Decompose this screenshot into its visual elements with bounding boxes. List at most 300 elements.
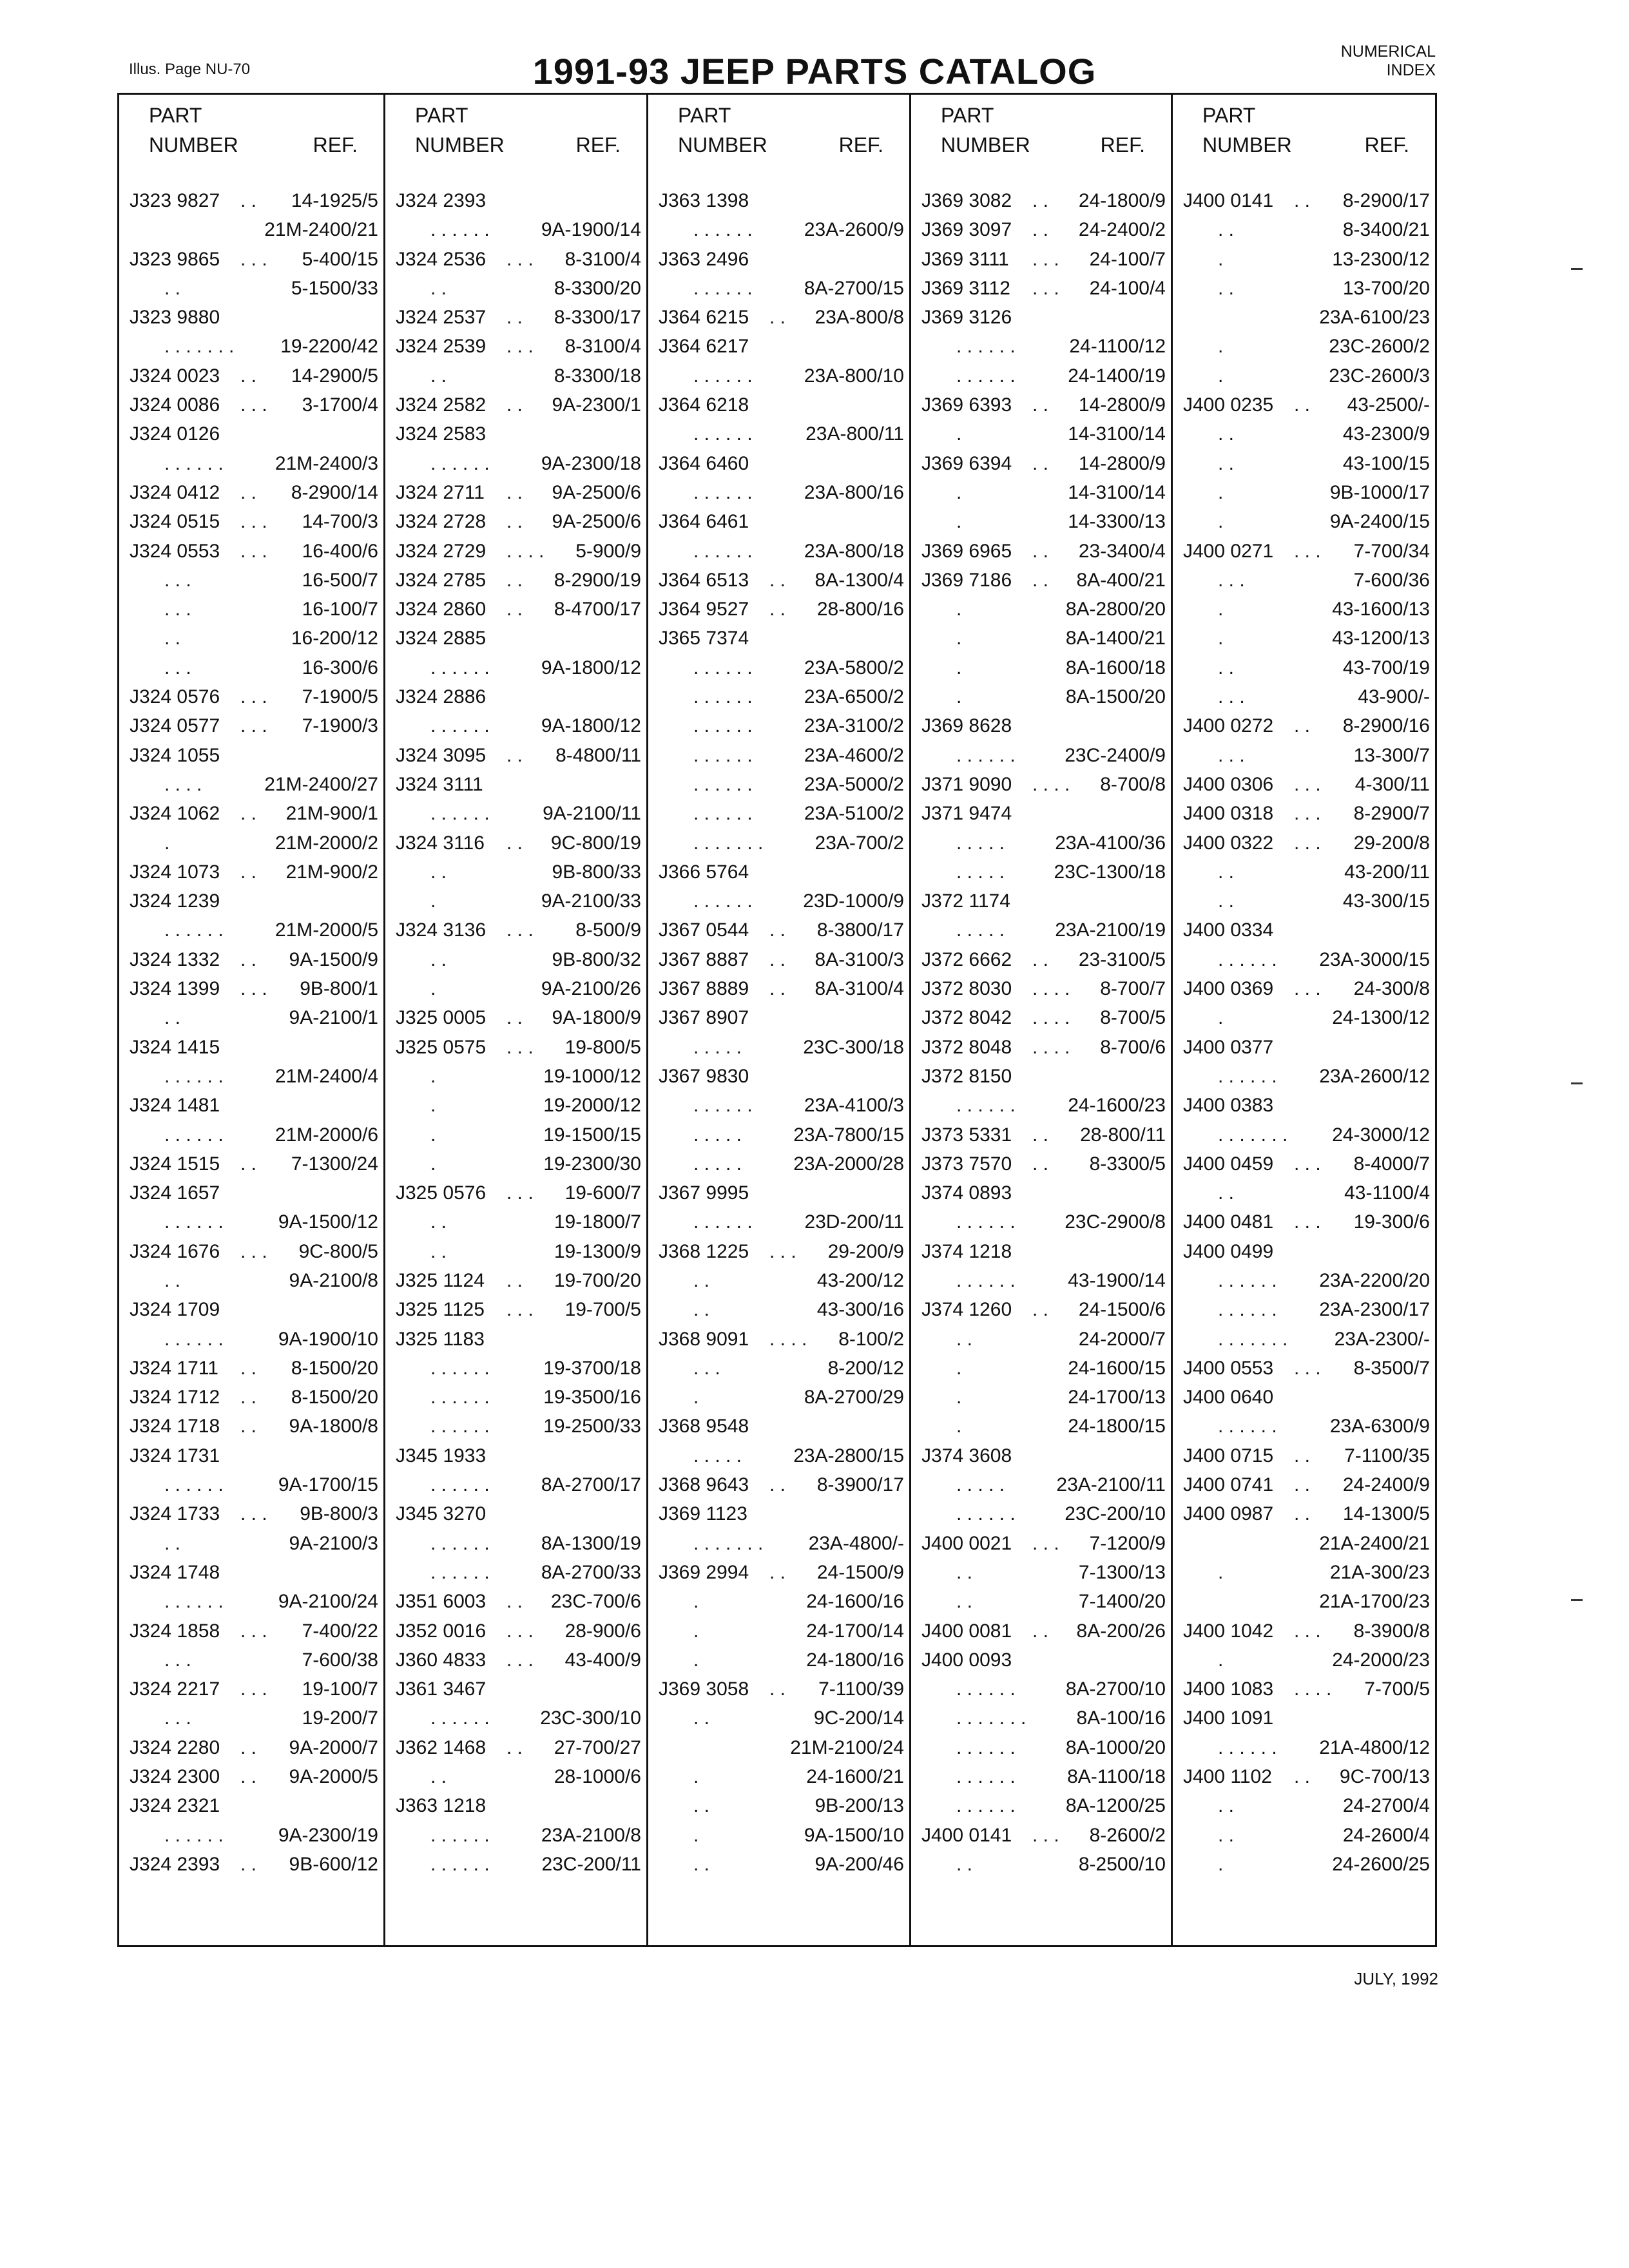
part-number: J400 0640 — [1183, 1387, 1274, 1408]
leader-dots: . . — [240, 481, 257, 503]
ref-code: 7-700/5 — [1364, 1678, 1430, 1700]
index-row — [648, 1559, 909, 1588]
ref-code: 28-800/11 — [1080, 1124, 1166, 1146]
index-row — [385, 917, 646, 946]
ref-code: 21M-2100/24 — [790, 1736, 904, 1758]
leader-dots: . — [956, 511, 962, 533]
index-row — [648, 1735, 909, 1763]
index-row — [385, 392, 646, 421]
ref-code: 21M-2000/6 — [275, 1124, 378, 1146]
leader-dots: . . — [1032, 452, 1049, 474]
ref-code: 23A-800/16 — [804, 481, 904, 503]
leader-dots: . . . . . . — [430, 1707, 490, 1729]
part-number: J323 9865 — [130, 248, 220, 270]
part-number: J372 8030 — [921, 978, 1012, 1000]
leader-dots: . . . . . . — [693, 365, 753, 387]
index-row — [119, 1326, 383, 1355]
index-row — [648, 1267, 909, 1296]
ref-code: 21M-2400/27 — [264, 773, 378, 795]
index-row — [119, 1851, 383, 1880]
ref-code: 8A-100/16 — [1076, 1707, 1166, 1729]
index-row — [648, 859, 909, 888]
part-number: J400 0318 — [1183, 803, 1274, 825]
column-header-part: PART — [941, 104, 994, 127]
ref-code: 24-100/7 — [1089, 248, 1166, 270]
index-row — [648, 363, 909, 392]
index-row — [119, 655, 383, 684]
ref-code: 16-500/7 — [302, 569, 378, 591]
leader-dots: . . . . . . — [956, 744, 1016, 766]
part-number: J325 0005 — [396, 1007, 487, 1029]
leader-dots: . . . — [1218, 686, 1245, 708]
ref-code: 9B-600/12 — [289, 1853, 378, 1875]
part-number: J374 3608 — [921, 1445, 1012, 1466]
ref-code: 21M-900/1 — [285, 803, 378, 825]
index-row — [119, 421, 383, 450]
index-row — [911, 1326, 1171, 1355]
part-number: J373 5331 — [921, 1124, 1012, 1146]
leader-dots: . — [693, 1591, 699, 1613]
part-number: J324 3136 — [396, 919, 487, 941]
leader-dots: . . . . . . — [430, 1561, 490, 1583]
part-number: J369 7186 — [921, 569, 1012, 591]
index-row — [648, 1647, 909, 1676]
index-row — [119, 567, 383, 596]
index-row — [119, 538, 383, 567]
index-row — [648, 392, 909, 421]
part-number: J325 1124 — [396, 1269, 485, 1291]
leader-dots: . — [430, 1124, 436, 1146]
ref-code: 24-1600/23 — [1068, 1095, 1166, 1117]
ref-code: 43-1100/4 — [1344, 1182, 1430, 1204]
leader-dots: . . . . . . — [164, 1065, 224, 1087]
index-row — [648, 1443, 909, 1472]
column-header-number: NUMBER — [941, 133, 1030, 157]
ref-code: 21A-4800/12 — [1319, 1736, 1430, 1758]
part-number: J324 1733 — [130, 1503, 220, 1525]
leader-dots: . . . — [1294, 1620, 1321, 1642]
leader-dots: . . — [430, 861, 447, 883]
index-row — [911, 625, 1171, 654]
ref-code: 8-3400/21 — [1342, 219, 1430, 241]
index-row — [1173, 1588, 1435, 1617]
ref-code: 24-1700/14 — [806, 1620, 904, 1642]
leader-dots: . . . . . . . — [956, 1707, 1027, 1729]
part-number: J400 0334 — [1183, 919, 1274, 941]
index-row — [648, 1588, 909, 1617]
index-row — [385, 1501, 646, 1530]
ref-code: 19-2200/42 — [280, 336, 378, 358]
part-number: J400 0272 — [1183, 715, 1274, 737]
part-number: J367 9830 — [659, 1065, 749, 1087]
index-row — [385, 1151, 646, 1180]
part-number: J400 0093 — [921, 1649, 1012, 1671]
part-number: J324 1858 — [130, 1620, 220, 1642]
ref-code: 23D-1000/9 — [803, 890, 904, 912]
leader-dots: . . . . . . — [430, 1853, 490, 1875]
leader-dots: . . — [769, 599, 786, 620]
ref-code: 23A-4800/- — [808, 1532, 904, 1554]
index-row — [911, 1530, 1171, 1559]
index-row — [1173, 917, 1435, 946]
ref-code: 8-100/2 — [838, 1328, 904, 1350]
leader-dots: . . . . . . . — [1218, 1328, 1288, 1350]
ref-code: 23A-5100/2 — [804, 803, 904, 825]
ref-code: 8A-2800/20 — [1065, 599, 1166, 620]
leader-dots: . . — [1032, 1620, 1049, 1642]
leader-dots: . . . . . . — [693, 219, 753, 241]
ref-code: 5-400/15 — [302, 248, 378, 270]
ref-code: 23A-2100/19 — [1055, 919, 1166, 941]
index-row — [911, 1238, 1171, 1267]
leader-dots: . . — [769, 569, 786, 591]
leader-dots: . . — [506, 1591, 523, 1613]
ref-code: 8A-2700/15 — [804, 277, 904, 299]
index-row — [1173, 596, 1435, 625]
part-number: J324 0515 — [130, 511, 220, 533]
leader-dots: . . . — [164, 1707, 191, 1729]
part-number: J324 0126 — [130, 423, 220, 445]
column-header-ref: REF. — [838, 133, 883, 157]
index-row — [911, 421, 1171, 450]
leader-dots: . . — [769, 1561, 786, 1583]
leader-dots: . . . . . . — [430, 715, 490, 737]
leader-dots: . . . . . . — [693, 890, 753, 912]
index-row — [119, 1705, 383, 1734]
part-number: J369 6965 — [921, 540, 1012, 562]
index-row — [911, 1034, 1171, 1063]
part-number: J325 0575 — [396, 1036, 487, 1058]
index-row — [1173, 1647, 1435, 1676]
column-header — [1173, 95, 1435, 167]
leader-dots: . . . . . . — [693, 657, 753, 678]
index-row — [1173, 830, 1435, 859]
index-row — [385, 713, 646, 742]
part-number: J362 1468 — [396, 1736, 487, 1758]
part-number: J367 9995 — [659, 1182, 749, 1204]
index-row — [119, 1618, 383, 1647]
leader-dots: . . — [1218, 1182, 1235, 1204]
ref-code: 43-200/12 — [816, 1269, 904, 1291]
part-number: J324 2729 — [396, 540, 487, 562]
index-row — [648, 1209, 909, 1238]
leader-dots: . . — [1032, 219, 1049, 241]
index-row — [119, 625, 383, 654]
index-label-line2: INDEX — [1386, 61, 1436, 79]
leader-dots: . . — [240, 1153, 257, 1175]
leader-dots: . . — [1032, 1299, 1049, 1321]
ref-code: 43-1200/13 — [1332, 628, 1430, 649]
leader-dots: . — [956, 1387, 962, 1408]
leader-dots: . . . . . . — [693, 803, 753, 825]
part-number: J400 0322 — [1183, 832, 1274, 854]
index-row — [1173, 275, 1435, 304]
part-number: J324 0086 — [130, 394, 220, 416]
index-row — [1173, 975, 1435, 1004]
index-row — [911, 713, 1171, 742]
index-row — [648, 742, 909, 771]
leader-dots: . — [956, 1416, 962, 1437]
index-row — [1173, 859, 1435, 888]
leader-dots: . . . — [1032, 1532, 1059, 1554]
part-number: J324 2728 — [396, 511, 487, 533]
index-row — [911, 975, 1171, 1004]
ref-code: 9A-2100/33 — [541, 890, 641, 912]
ref-code: 21A-2400/21 — [1319, 1532, 1430, 1554]
index-row — [385, 479, 646, 508]
ref-code: 8-2500/10 — [1078, 1853, 1166, 1875]
part-number: J324 2886 — [396, 686, 487, 708]
leader-dots: . . . . — [1032, 1007, 1070, 1029]
leader-dots: . . . — [1294, 1153, 1321, 1175]
index-row — [119, 304, 383, 333]
index-row — [911, 1092, 1171, 1121]
ref-code: 8-3900/17 — [816, 1474, 904, 1496]
leader-dots: . . — [1218, 1795, 1235, 1817]
index-row — [119, 1559, 383, 1588]
index-row — [648, 275, 909, 304]
part-number: J324 1718 — [130, 1416, 220, 1437]
ref-code: 9A-1500/10 — [804, 1824, 904, 1846]
illus-page-label: Illus. Page NU-70 — [129, 61, 251, 78]
leader-dots: . . — [1294, 715, 1311, 737]
ref-code: 43-100/15 — [1342, 452, 1430, 474]
index-row — [911, 888, 1171, 917]
part-number: J360 4833 — [396, 1649, 487, 1671]
leader-dots: . . . . . . . — [693, 832, 764, 854]
leader-dots: . . — [1218, 861, 1235, 883]
part-number: J400 0383 — [1183, 1095, 1274, 1117]
leader-dots: . . — [164, 1007, 181, 1029]
index-row — [385, 771, 646, 800]
leader-dots: . — [693, 1387, 699, 1408]
index-row — [1173, 1180, 1435, 1209]
ref-code: 8-2900/7 — [1353, 803, 1430, 825]
index-row — [911, 1851, 1171, 1880]
index-row — [385, 1296, 646, 1325]
index-row — [385, 1122, 646, 1151]
ref-code: 14-1300/5 — [1342, 1503, 1430, 1525]
leader-dots: . . . — [240, 248, 267, 270]
part-number: J351 6003 — [396, 1591, 487, 1613]
leader-dots: . . — [506, 307, 523, 329]
ref-code: 8A-2700/10 — [1065, 1678, 1166, 1700]
ref-code: 9A-2100/26 — [541, 978, 641, 1000]
leader-dots: . . . — [506, 248, 534, 270]
ref-code: 23A-6500/2 — [804, 686, 904, 708]
index-row — [385, 1092, 646, 1121]
ref-code: 9A-1900/10 — [278, 1328, 378, 1350]
ref-code: 8-700/8 — [1100, 773, 1166, 795]
leader-dots: . . — [240, 190, 257, 211]
part-number: J368 9091 — [659, 1328, 749, 1350]
part-number: J372 6662 — [921, 948, 1012, 970]
ref-code: 23C-300/10 — [540, 1707, 641, 1729]
leader-dots: . . . . . . — [430, 1532, 490, 1554]
leader-dots: . . . . . . — [956, 1795, 1016, 1817]
ref-code: 23A-800/10 — [804, 365, 904, 387]
index-row — [385, 1676, 646, 1705]
ref-code: 23A-700/2 — [815, 832, 904, 854]
leader-dots: . . — [1032, 569, 1049, 591]
index-row — [911, 1180, 1171, 1209]
index-row — [911, 1676, 1171, 1705]
index-row — [119, 1588, 383, 1617]
ref-code: 8-3100/4 — [564, 248, 641, 270]
index-row — [1173, 392, 1435, 421]
ref-code: 8-2900/16 — [1342, 715, 1430, 737]
index-row — [385, 333, 646, 362]
leader-dots: . . — [769, 307, 786, 329]
leader-dots: . . . . . . — [164, 1124, 224, 1146]
part-number: J367 8907 — [659, 1007, 749, 1029]
leader-dots: . . — [769, 978, 786, 1000]
leader-dots: . . — [506, 744, 523, 766]
index-row — [911, 187, 1171, 216]
ref-code: 23A-6100/23 — [1319, 307, 1430, 329]
index-row — [1173, 1063, 1435, 1092]
index-row — [385, 596, 646, 625]
leader-dots: . . — [1294, 394, 1311, 416]
index-row — [1173, 1034, 1435, 1063]
part-number: J400 0377 — [1183, 1036, 1274, 1058]
index-row — [385, 1004, 646, 1033]
part-number: J400 0021 — [921, 1532, 1012, 1554]
index-row — [1173, 1472, 1435, 1501]
part-number: J324 2885 — [396, 628, 487, 649]
index-row — [911, 216, 1171, 245]
ref-code: 5-1500/33 — [291, 277, 378, 299]
part-number: J324 2300 — [130, 1766, 220, 1788]
leader-dots: . . . . . — [956, 832, 1005, 854]
ref-code: 8A-1300/4 — [815, 569, 904, 591]
ref-code: 9A-2500/6 — [552, 481, 641, 503]
part-number: J400 1083 — [1183, 1678, 1274, 1700]
index-row — [1173, 800, 1435, 829]
leader-dots: . . . — [240, 686, 267, 708]
index-label-line1: NUMERICAL — [1340, 43, 1436, 61]
index-row — [119, 1530, 383, 1559]
ref-code: 14-3300/13 — [1068, 511, 1166, 533]
leader-dots: . . . . . . — [1218, 1416, 1277, 1437]
part-number: J324 2785 — [396, 569, 487, 591]
leader-dots: . . . . — [769, 1328, 807, 1350]
index-row — [911, 1063, 1171, 1092]
leader-dots: . . . . . . . — [1218, 1124, 1288, 1146]
ref-code: 16-200/12 — [291, 628, 378, 649]
part-number: J324 1712 — [130, 1387, 220, 1408]
index-row — [1173, 1413, 1435, 1442]
leader-dots: . . . . . . — [164, 1824, 224, 1846]
part-number: J325 1125 — [396, 1299, 485, 1321]
ref-code: 9A-1800/12 — [541, 657, 641, 678]
leader-dots: . — [956, 657, 962, 678]
part-number: J325 1183 — [396, 1328, 485, 1350]
part-number: J368 9548 — [659, 1416, 749, 1437]
leader-dots: . . — [240, 1357, 257, 1379]
leader-dots: . . — [430, 1766, 447, 1788]
part-number: J369 3112 — [921, 277, 1010, 299]
leader-dots: . . . . . . — [1218, 1299, 1277, 1321]
index-row — [1173, 1851, 1435, 1880]
part-number: J369 3082 — [921, 190, 1012, 211]
leader-dots: . . . . . . — [430, 219, 490, 241]
part-number: J369 8628 — [921, 715, 1012, 737]
index-row — [1173, 1326, 1435, 1355]
part-number: J324 0576 — [130, 686, 220, 708]
ref-code: 19-2000/12 — [543, 1095, 641, 1117]
leader-dots: . . . — [240, 1240, 267, 1262]
index-row — [648, 1822, 909, 1851]
index-row — [911, 1004, 1171, 1033]
index-row — [119, 1209, 383, 1238]
index-row — [119, 684, 383, 713]
ref-code: 9B-200/13 — [815, 1795, 904, 1817]
ref-code: 23C-2600/3 — [1329, 365, 1430, 387]
index-row — [911, 1792, 1171, 1821]
index-row — [385, 800, 646, 829]
leader-dots: . . . — [1218, 744, 1245, 766]
ref-code: 8-4800/11 — [555, 744, 641, 766]
index-row — [119, 246, 383, 275]
part-number: J324 3116 — [396, 832, 485, 854]
leader-dots: . . — [1218, 277, 1235, 299]
ref-code: 8A-1300/19 — [541, 1532, 641, 1554]
ref-code: 23C-2400/9 — [1065, 744, 1166, 766]
leader-dots: . . . . . . — [693, 744, 753, 766]
ref-code: 9B-800/1 — [300, 978, 378, 1000]
ref-code: 8-500/9 — [575, 919, 641, 941]
footer-date: JULY, 1992 — [1354, 1969, 1438, 1988]
part-number: J400 0369 — [1183, 978, 1274, 1000]
leader-dots: . — [1218, 599, 1224, 620]
index-row — [911, 1618, 1171, 1647]
leader-dots: . . . . . . — [693, 1095, 753, 1117]
leader-dots: . . — [1218, 423, 1235, 445]
part-number: J324 1515 — [130, 1153, 220, 1175]
leader-dots: . . . — [506, 919, 534, 941]
leader-dots: . . . . . . — [430, 1474, 490, 1496]
part-number: J400 1102 — [1183, 1766, 1272, 1788]
ref-code: 43-300/16 — [816, 1299, 904, 1321]
ref-code: 16-400/6 — [302, 540, 378, 562]
leader-dots: . . — [430, 1240, 447, 1262]
ref-code: 8-3800/17 — [816, 919, 904, 941]
part-number: J374 0893 — [921, 1182, 1012, 1204]
ref-code: 8A-1600/18 — [1065, 657, 1166, 678]
leader-dots: . . . . — [1294, 1678, 1332, 1700]
part-number: J363 1218 — [396, 1795, 487, 1817]
index-label — [1341, 43, 1436, 80]
index-row — [119, 800, 383, 829]
index-row — [385, 625, 646, 654]
index-row — [911, 830, 1171, 859]
index-row — [1173, 216, 1435, 245]
index-row — [648, 246, 909, 275]
margin-mark — [1571, 1599, 1583, 1601]
part-number: J361 3467 — [396, 1678, 487, 1700]
index-row — [648, 1792, 909, 1821]
index-column-4 — [909, 95, 1171, 1945]
index-row — [1173, 1355, 1435, 1384]
ref-code: 23A-800/8 — [815, 307, 904, 329]
leader-dots: . . . — [769, 1240, 796, 1262]
index-row — [385, 1559, 646, 1588]
index-row — [119, 363, 383, 392]
ref-code: 23A-2200/20 — [1319, 1269, 1430, 1291]
part-number: J324 1055 — [130, 744, 220, 766]
index-row — [119, 450, 383, 479]
